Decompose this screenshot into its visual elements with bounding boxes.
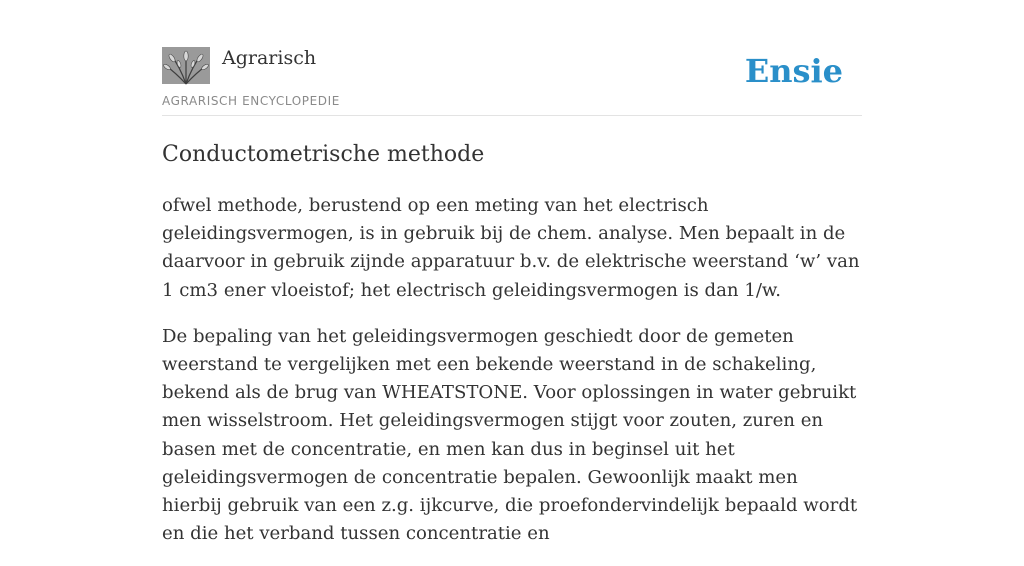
wheat-engraving-icon[interactable] (162, 47, 210, 84)
entry-title: Conductometrische methode (162, 142, 485, 167)
book-header (162, 46, 862, 116)
entry-content (162, 192, 862, 566)
entry-paragraph: De bepaling van het geleidingsvermogen geschiedt door de gemeten weerstand te vergelijken met een bekende weerstand in de schakeling, bekend als de brug van WHEATSTONE. Voor oplossingen in water gebruikt men wisselstroom. Het geleidingsvermogen stijgt voor zouten, zuren en basen met de concentratie, en men kan dus in beginsel uit het geleidingsvermogen de concentratie bepalen. Gewoonlijk maakt men hierbij gebruik van een z.g. ijkcurve, die proefondervindelijk bepaald wordt en die het verband tussen concentratie en (162, 325, 858, 545)
brand-logo-link[interactable]: Ensie (744, 52, 843, 90)
book-subtitle: AGRARISCH ENCYCLOPEDIE (162, 94, 340, 108)
entry-paragraph: ofwel methode, berustend op een meting van het electrisch geleidingsvermogen, is in gebruik bij de chem. analyse. Men bepaalt in de daarvoor in gebruik zijnde apparatuur b.v. de elektrische weerstand ‘w’ van 1 cm3 ener vloeistof; het electrisch geleidingsvermogen is dan 1/w. (162, 195, 860, 301)
book-title-link[interactable]: Agrarisch (222, 47, 317, 69)
